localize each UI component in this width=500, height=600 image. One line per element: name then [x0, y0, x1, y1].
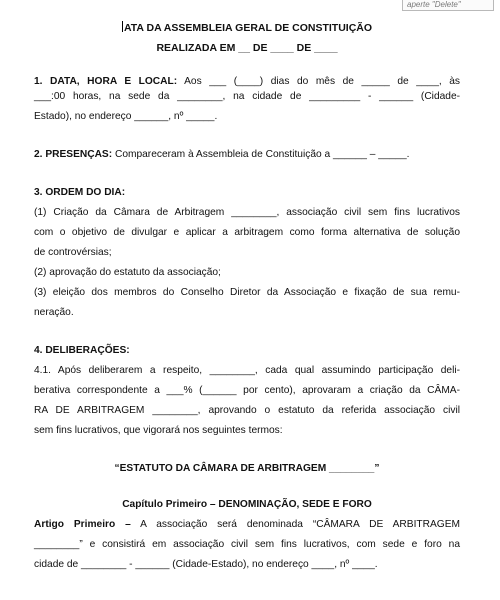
- section1-line-1: Aos ___ (____) dias do mês de _____ de ____, às: [184, 76, 460, 87]
- title-text-1: ATA DA ASSEMBLEIA GERAL DE CONSTITUIÇÃO: [123, 22, 373, 34]
- section1-line-3: Estado), no endereço ______, nº _____.: [34, 111, 218, 122]
- section-deliberacoes: [34, 341, 460, 441]
- section3-item3-line-2: neração.: [34, 307, 74, 318]
- title-line-2: REALIZADA EM __ DE ____ DE ____: [156, 42, 338, 54]
- section2-heading: 2. PRESENÇAS:: [34, 149, 113, 160]
- article1-line-3: cidade de ________ - ______ (Cidade-Estado), no endereço ____, nº ____.: [34, 559, 378, 570]
- title-line-1: [34, 18, 460, 38]
- section1-line-2: ___:00 horas, na sede da ________, na cidade de _________ - ______ (Cidade-: [34, 91, 460, 102]
- section3-item2: (2) aprovação do estatuto da associação;: [34, 267, 221, 278]
- statute-title-text: “ESTATUTO DA CÂMARA DE ARBITRAGEM ________”: [114, 463, 380, 474]
- section-ordem-do-dia: [34, 183, 460, 323]
- delete-hint-label: aperte "Delete": [402, 0, 494, 11]
- document-page: [34, 18, 460, 575]
- section4-line-4: sem fins lucrativos, que vigorará nos seguintes termos:: [34, 425, 283, 436]
- article1-line-2: ________” e consistirá em associação civil sem fins lucrativos, com sede e foro na: [34, 539, 460, 550]
- section3-heading: 3. ORDEM DO DIA:: [34, 187, 126, 198]
- section3-item1-line-2: com o objetivo de divulgar e aplicar a arbitragem como forma alternativa de solução: [34, 227, 460, 238]
- section3-item1-line-3: de controvérsias;: [34, 247, 112, 258]
- chapter-title: [34, 495, 460, 515]
- section2-text: Compareceram à Assembleia de Constituição a ______ – _____.: [114, 149, 410, 160]
- chapter-title-text: Capítulo Primeiro – DENOMINAÇÃO, SEDE E FORO: [122, 499, 372, 510]
- article1-line-1: A associação será denominada “CÂMARA DE ARBITRAGEM: [140, 519, 460, 530]
- section4-line-3: RA DE ARBITRAGEM ________, aprovando o estatuto da referida associação civil: [34, 405, 460, 416]
- section-presencas: [34, 145, 460, 165]
- section4-heading: 4. DELIBERAÇÕES:: [34, 345, 130, 356]
- section-data-hora-local: [34, 76, 460, 127]
- text-cursor: [122, 21, 123, 32]
- article-1: [34, 515, 460, 575]
- section4-line-1: 4.1. Após deliberarem a respeito, ________, cada qual assumindo participação deli-: [34, 365, 460, 376]
- section1-heading: 1. DATA, HORA E LOCAL:: [34, 76, 178, 87]
- section3-item1-line-1: (1) Criação da Câmara de Arbitragem ________, associação civil sem fins lucrativos: [34, 207, 460, 218]
- section4-line-2: berativa correspondente a ___% (______ por cento), aprovaram a criação da CÂMA-: [34, 385, 460, 396]
- statute-title: [34, 459, 460, 479]
- section3-item3-line-1: (3) eleição dos membros do Conselho Diretor da Associação e fixação de sua remu-: [34, 287, 460, 298]
- document-title: [34, 18, 460, 58]
- article1-heading: Artigo Primeiro –: [34, 519, 131, 530]
